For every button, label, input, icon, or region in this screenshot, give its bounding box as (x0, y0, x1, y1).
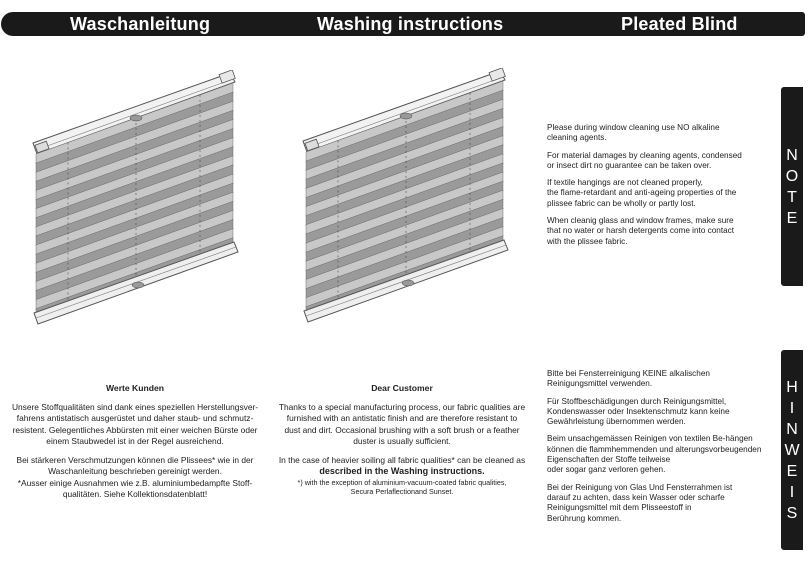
note-en-3: If textile hangings are not cleaned properly, the flame-retardant and anti-ageing properties of the plissee fabric can be wholly or partly lost. (547, 178, 737, 208)
english-paragraph-1: Thanks to a special manufacturing process, our fabric qualities are furnished with an antistatic finish and are therefore resistant to dust and dirt. Occasional brushing with a soft brush or a feather duster is usually sufficient. (278, 401, 526, 446)
german-customer-text (2, 383, 268, 508)
note-de-4: Bei der Reinigung von Glas Und Fensterrahmen ist darauf zu achten, dass kein Wasser oder scharfe Reinigungsmittel mit dem Plisseestoff in Berührung kommen. (547, 482, 733, 523)
hinweis-side-tab (781, 350, 803, 550)
notes-german (547, 369, 777, 531)
tab-letter: E (786, 462, 798, 480)
tab-letter: N (786, 146, 798, 164)
blind-drawing (33, 70, 238, 324)
tab-letter: W (784, 441, 800, 459)
pleated-blind-illustration-left (30, 70, 245, 332)
header-bar (1, 12, 805, 36)
note-en-4: When cleanig glass and window frames, make sure that no water or harsh detergents come into contact with the plissee fabric. (547, 216, 735, 246)
notes-english (547, 123, 772, 254)
tab-letter: S (786, 504, 798, 522)
blind-drawing (303, 68, 508, 322)
tab-letter: I (789, 483, 795, 501)
german-heading: Werte Kunden (105, 383, 165, 393)
note-en-2: For material damages by cleaning agents, condensed or insect dirt no guarantee can be taken over. (547, 150, 742, 170)
title-product: Pleated Blind (621, 14, 738, 34)
note-en-1: Please during window cleaning use NO alkaline cleaning agents. (547, 123, 720, 143)
tab-letter: E (786, 209, 798, 227)
title-english: Washing instructions (317, 14, 504, 34)
german-paragraph-1: Unsere Stoffqualitäten sind dank eines speziellen Herstellungsver- fahrens antistatisch ausgerüstet und daher staub- und schmutz- resistent. Gelegentliches Abbürsten mit einer weichen Bürste oder einem Staubwedel ist in der Regel ausreichend. (11, 401, 259, 446)
english-heading: Dear Customer (371, 383, 433, 393)
tab-letter: O (785, 167, 799, 185)
english-customer-text (266, 383, 538, 496)
english-footnote: *) with the exception of aluminium-vacuum-coated fabric qualities, Secura Perlaflectionand Sunset. (297, 477, 507, 496)
pleated-blind-illustration-right (300, 68, 515, 330)
note-side-tab (781, 87, 803, 286)
note-de-1: Bitte bei Fensterreinigung KEINE alkalischen Reinigungsmittel verwenden. (547, 369, 710, 389)
note-de-2: Für Stoffbeschädigungen durch Reinigungsmittel, Kondenswasser oder Insektenschmutz kann keine Gewährleistung übernommen werden. (547, 396, 730, 427)
tab-letter: H (786, 378, 798, 396)
tab-letter: T (787, 188, 797, 206)
note-de-3: Beim unsachgemässen Reinigen von textilen Be-hängen können die flammhemmenden und alterungsvorbeugenden Eigenschaften der Stoffe teilweise oder sogar ganz verloren gehen. (547, 434, 762, 475)
tab-letter: N (786, 420, 798, 438)
title-german: Waschanleitung (70, 14, 211, 34)
english-paragraph-2-bold: described in the Washing instructions. (319, 466, 485, 476)
english-paragraph-2: In the case of heavier soiling all fabric qualities* can be cleaned as (278, 454, 526, 465)
tab-letter: I (789, 399, 795, 417)
german-paragraph-2: Bei stärkeren Verschmutzungen können die Plissees* wie in der Waschanleitung beschrieben gereinigt werden. *Ausser einige Ausnahmen wie z.B. aluminiumbedampfte Stoff- qualitäten. Siehe Kollektionsdatenblatt! (16, 454, 254, 499)
